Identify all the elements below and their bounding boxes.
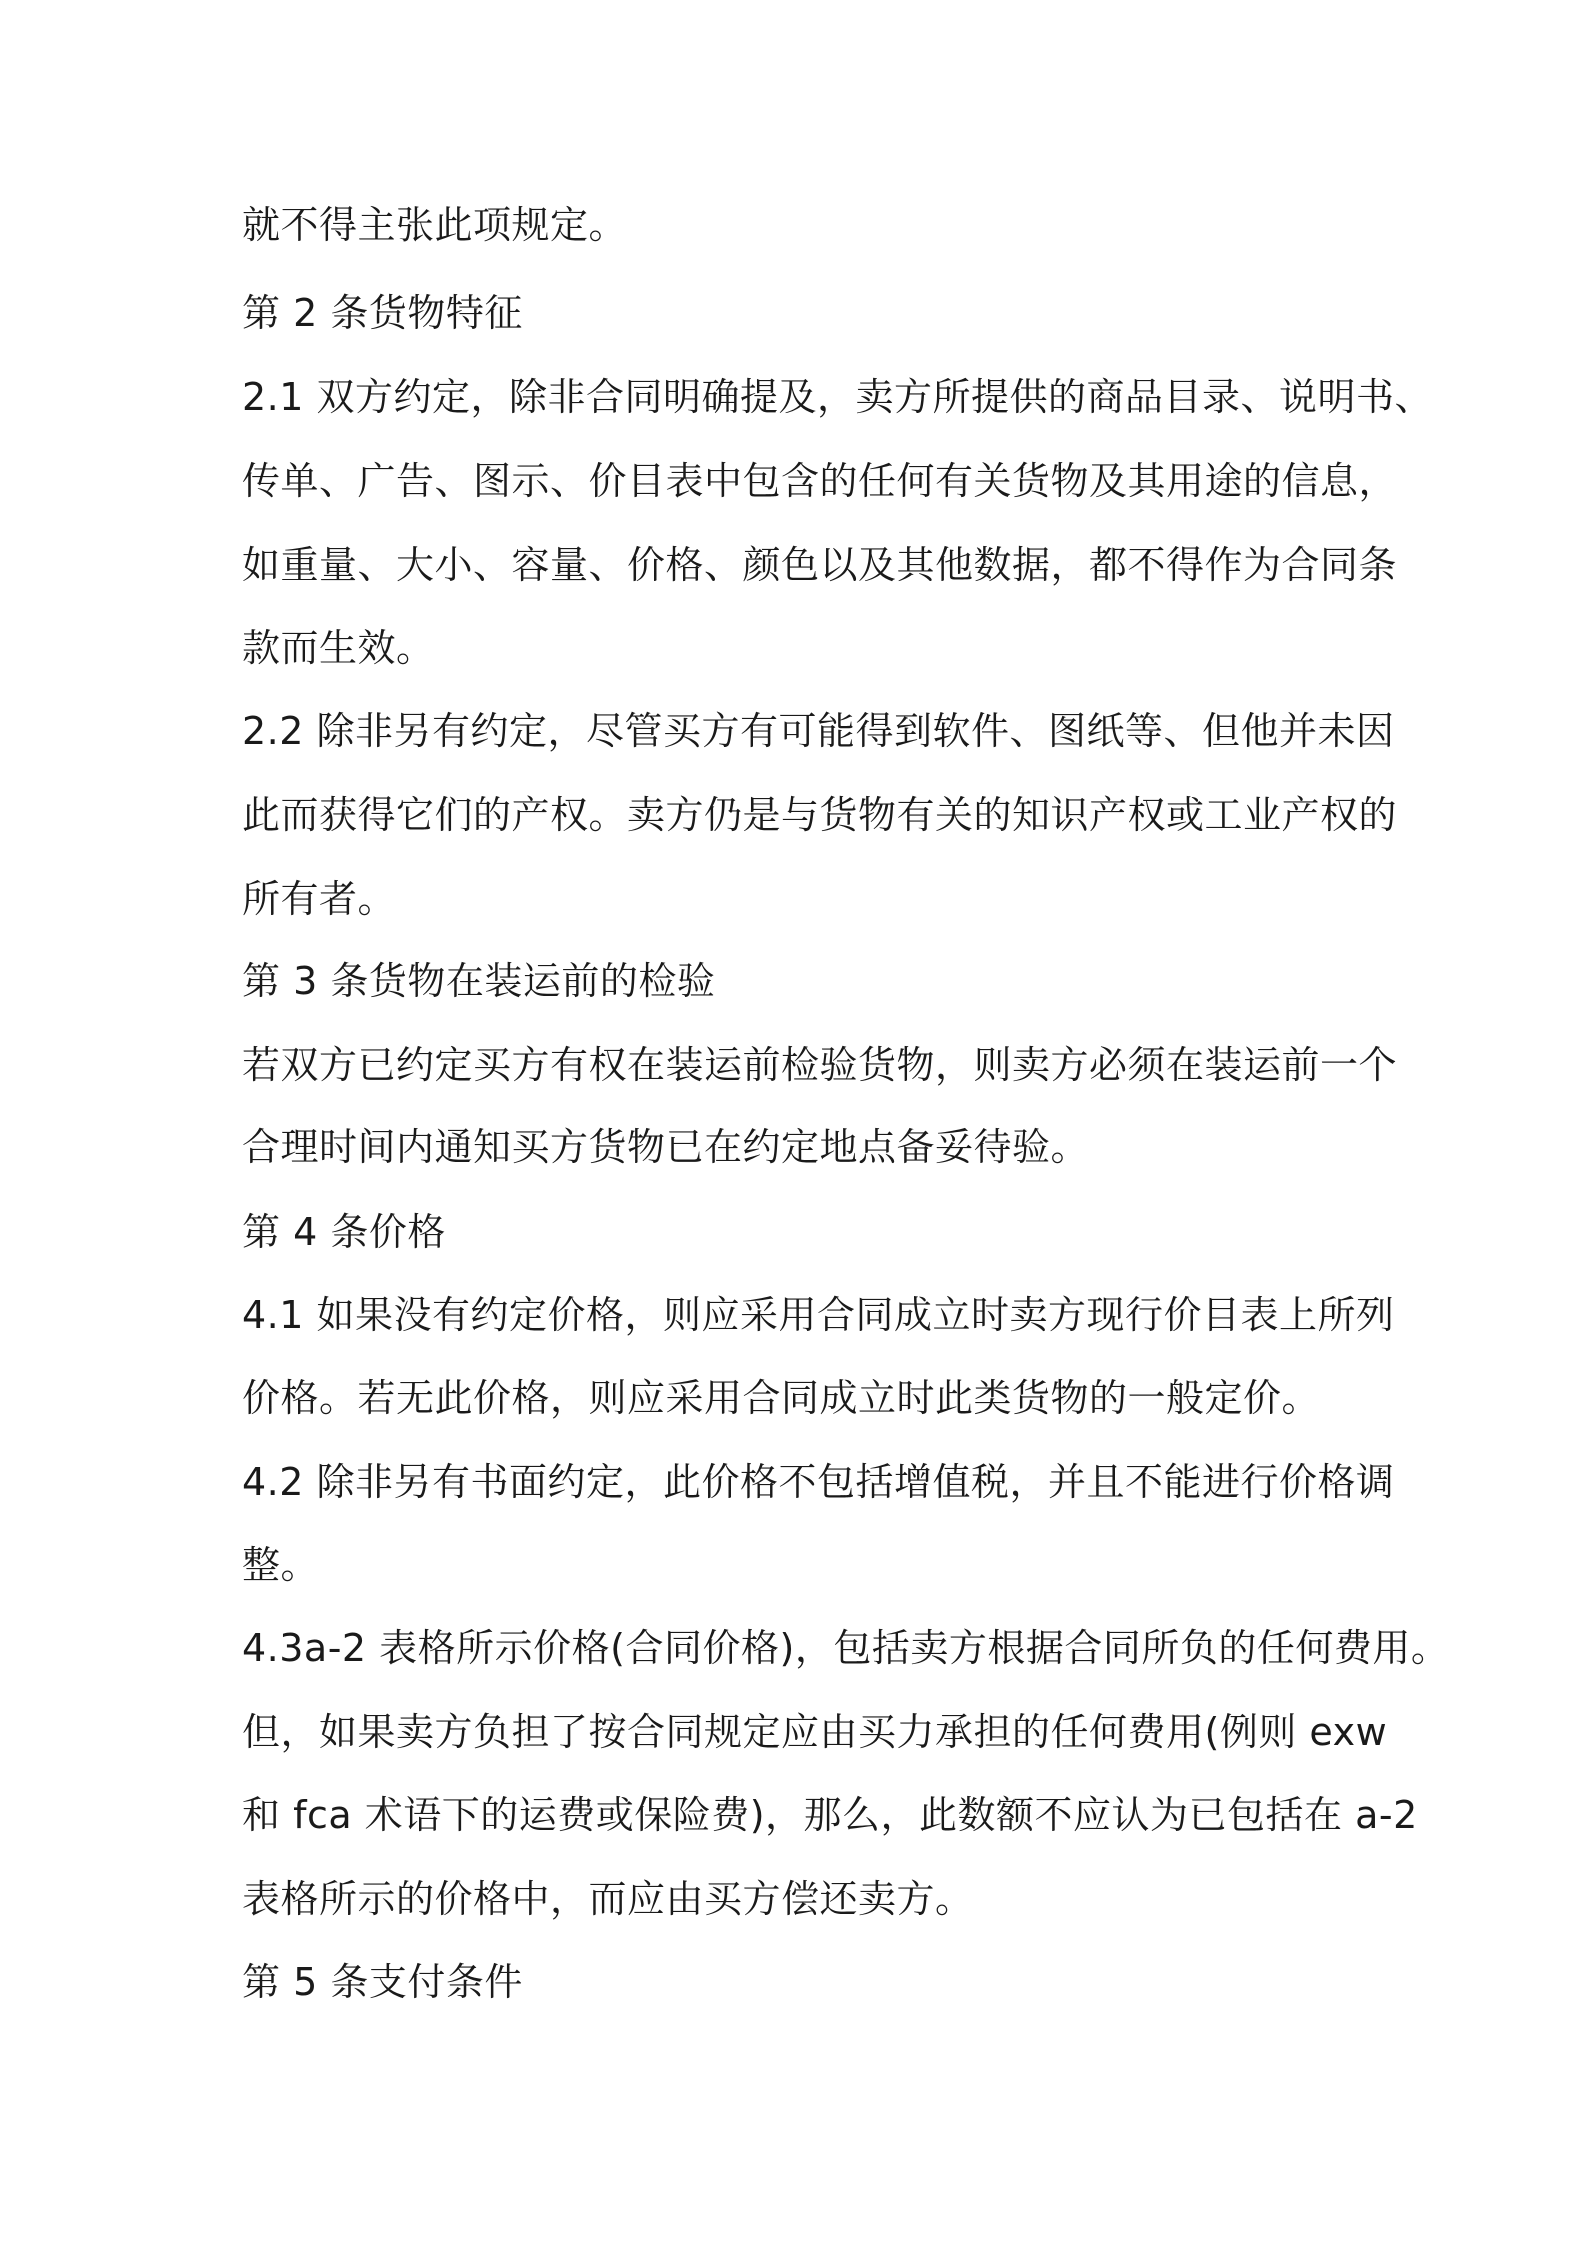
paragraph-line: 整。 <box>242 1543 320 1587</box>
paragraph-line: 传单、广告、图示、价目表中包含的任何有关货物及其用途的信息， <box>242 459 1398 503</box>
section-heading: 第 2 条货物特征 <box>242 291 523 335</box>
paragraph-line: 此而获得它们的产权。卖方仍是与货物有关的知识产权或工业产权的 <box>242 793 1398 837</box>
paragraph-line: 价格。若无此价格，则应采用合同成立时此类货物的一般定价。 <box>242 1376 1321 1420</box>
section-heading: 第 5 条支付条件 <box>242 1960 523 2004</box>
section-heading: 第 3 条货物在装运前的检验 <box>242 959 716 1003</box>
paragraph-line: 合理时间内通知买方货物已在约定地点备妥待验。 <box>242 1125 1090 1169</box>
paragraph-line: 但，如果卖方负担了按合同规定应由买力承担的任何费用(例则 exw <box>242 1710 1388 1754</box>
paragraph-line: 表格所示的价格中，而应由买方偿还卖方。 <box>242 1877 974 1921</box>
paragraph-line: 如重量、大小、容量、价格、颜色以及其他数据，都不得作为合同条 <box>242 543 1398 587</box>
paragraph-line: 就不得主张此项规定。 <box>242 203 628 247</box>
paragraph-line: 4.2 除非另有书面约定，此价格不包括增值税，并且不能进行价格调 <box>242 1460 1395 1504</box>
paragraph-line: 所有者。 <box>242 877 397 921</box>
paragraph-line: 2.2 除非另有约定，尽管买方有可能得到软件、图纸等、但他并未因 <box>242 709 1395 753</box>
paragraph-line: 和 fca 术语下的运费或保险费)，那么，此数额不应认为已包括在 a-2 <box>242 1793 1418 1837</box>
section-heading: 第 4 条价格 <box>242 1210 446 1254</box>
paragraph-line: 款而生效。 <box>242 626 435 670</box>
paragraph-line: 4.3a-2 表格所示价格(合同价格)，包括卖方根据合同所负的任何费用。 <box>242 1626 1450 1670</box>
paragraph-line: 4.1 如果没有约定价格，则应采用合同成立时卖方现行价目表上所列 <box>242 1293 1395 1337</box>
paragraph-line: 若双方已约定买方有权在装运前检验货物，则卖方必须在装运前一个 <box>242 1043 1398 1087</box>
paragraph-line: 2.1 双方约定，除非合同明确提及，卖方所提供的商品目录、说明书、 <box>242 375 1434 419</box>
